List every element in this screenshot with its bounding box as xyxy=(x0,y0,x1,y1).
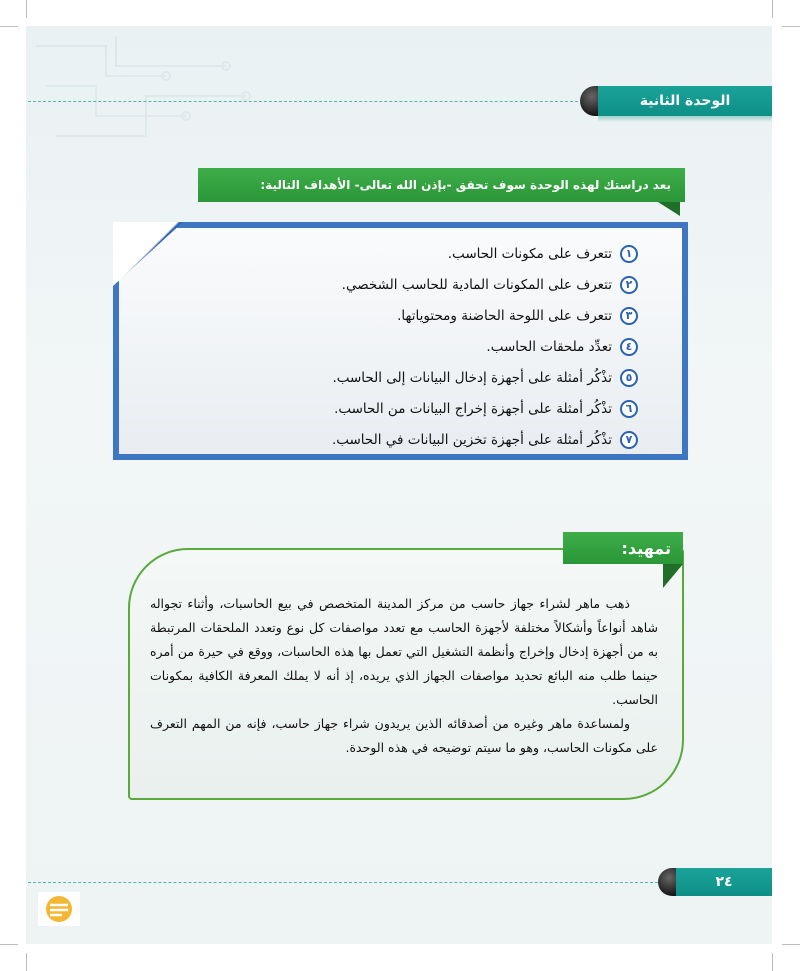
objectives-intro: بعد دراستك لهذه الوحدة سوف تحقق -بإذن الله تعالى- الأهداف التالية: xyxy=(260,178,671,192)
objective-text: تتعرف على مكونات الحاسب. xyxy=(447,245,612,262)
number-badge: ٤ xyxy=(620,338,638,356)
list-item xyxy=(218,331,638,362)
objective-text: تذْكُر أمثلة على أجهزة تخزين البيانات في الحاسب. xyxy=(331,431,612,448)
page-number: ٢٤ xyxy=(676,868,772,896)
intro-paragraph: ذهب ماهر لشراء جهاز حاسب من مركز المدينة المتخصص في بيع الحاسبات، وأثناء تجواله شاهد أنواعاً وأشكالاً مختلفة لأجهزة الحاسب مع تعدد مواصفات كل نوع وتعدد الملحقات المرتبطة به من أجهزة إدخال وإخراج وأنظمة التشغيل التي تعمل بها هذه الحاسبات، ووقع في حيرة من أمره حينما طلب منه البائع تحديد مواصفات الجهاز الذي يريده، إذ أنه لا يملك المعرفة الكافية بمكونات الحاسب. xyxy=(150,596,658,707)
number-badge: ١ xyxy=(620,245,638,263)
intro-body xyxy=(150,592,658,760)
crop-mark xyxy=(782,26,800,27)
publisher-logo-icon xyxy=(38,892,80,926)
number-badge: ٢ xyxy=(620,276,638,294)
list-item xyxy=(218,424,638,455)
crop-mark xyxy=(26,0,27,18)
circuit-watermark-icon xyxy=(26,26,276,166)
objective-text: تتعرف على اللوحة الحاضنة ومحتوياتها. xyxy=(397,307,612,324)
objective-text: تذْكُر أمثلة على أجهزة إدخال البيانات إلى الحاسب. xyxy=(332,369,612,386)
list-item xyxy=(218,393,638,424)
number-badge: ٥ xyxy=(620,369,638,387)
list-item xyxy=(218,269,638,300)
list-item xyxy=(218,362,638,393)
number-badge: ٣ xyxy=(620,307,638,325)
objective-text: تعدِّد ملحقات الحاسب. xyxy=(486,338,612,355)
crop-mark xyxy=(772,953,773,971)
unit-title: الوحدة الثانية xyxy=(598,86,772,116)
crop-mark xyxy=(782,944,800,945)
crop-mark xyxy=(772,0,773,18)
intro-title xyxy=(563,532,683,564)
crop-mark xyxy=(26,953,27,971)
objective-text: تتعرف على المكونات المادية للحاسب الشخصي. xyxy=(341,276,612,293)
intro-paragraph: ولمساعدة ماهر وغيره من أصدقائه الذين يريدون شراء جهاز حاسب، فإنه من المهم التعرف على مكونات الحاسب، وهو ما سيتم توضيحه في هذه الوحدة. xyxy=(150,716,658,755)
intro-tab-fold xyxy=(663,564,683,588)
intro-title-text: تمهيد: xyxy=(621,538,671,558)
banner-fold xyxy=(658,202,680,216)
crop-mark xyxy=(0,944,18,945)
number-badge: ٦ xyxy=(620,400,638,418)
crop-mark xyxy=(0,26,18,27)
footer-divider xyxy=(28,882,658,883)
objectives-list xyxy=(218,238,638,455)
unit-tab-shadow xyxy=(598,116,772,122)
header-divider xyxy=(28,101,588,102)
objective-text: تذْكُر أمثلة على أجهزة إخراج البيانات من الحاسب. xyxy=(334,400,612,417)
list-item xyxy=(218,300,638,331)
list-item xyxy=(218,238,638,269)
objectives-banner xyxy=(198,168,685,202)
number-badge: ٧ xyxy=(620,431,638,449)
